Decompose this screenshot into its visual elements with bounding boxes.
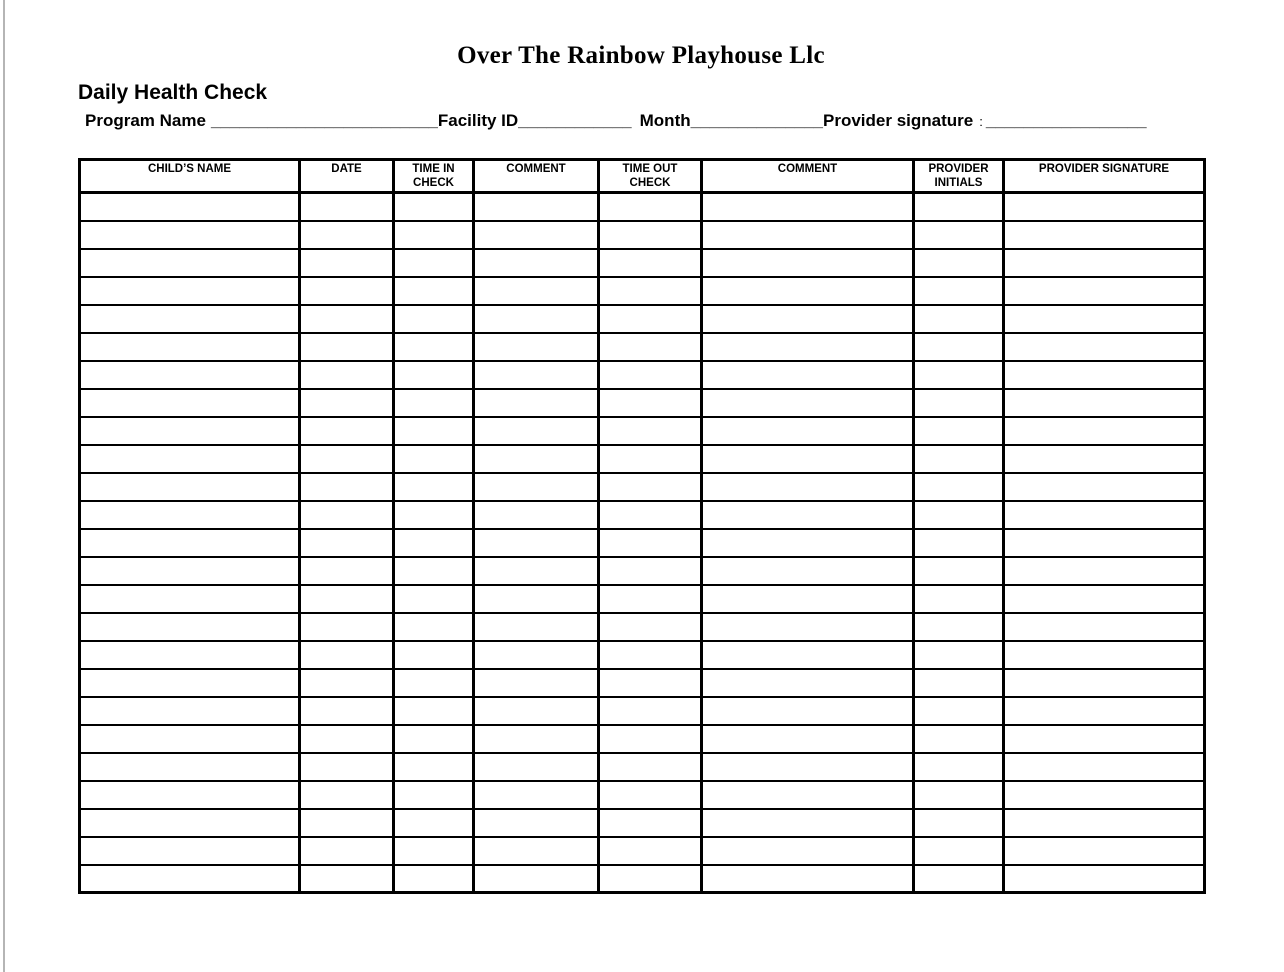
empty-cell	[80, 697, 300, 725]
daily-health-check-form	[78, 0, 1204, 894]
empty-cell	[80, 249, 300, 277]
empty-cell	[474, 809, 599, 837]
empty-cell	[394, 193, 474, 221]
empty-cell	[599, 809, 702, 837]
empty-cell	[702, 669, 914, 697]
empty-cell	[599, 613, 702, 641]
empty-cell	[300, 781, 394, 809]
empty-cell	[474, 417, 599, 445]
empty-cell	[394, 529, 474, 557]
empty-cell	[394, 837, 474, 865]
table-row	[80, 389, 1205, 417]
empty-cell	[914, 501, 1004, 529]
table-row	[80, 669, 1205, 697]
table-header-row	[80, 160, 1205, 193]
empty-cell	[914, 445, 1004, 473]
empty-cell	[1004, 585, 1205, 613]
provider-signature-colon: :	[979, 114, 983, 129]
empty-cell	[702, 361, 914, 389]
empty-cell	[1004, 389, 1205, 417]
empty-cell	[80, 865, 300, 893]
empty-cell	[599, 781, 702, 809]
table-row	[80, 305, 1205, 333]
empty-cell	[702, 445, 914, 473]
table-row	[80, 417, 1205, 445]
empty-cell	[914, 669, 1004, 697]
empty-cell	[474, 193, 599, 221]
empty-cell	[300, 305, 394, 333]
empty-cell	[599, 305, 702, 333]
empty-cell	[474, 221, 599, 249]
empty-cell	[394, 697, 474, 725]
empty-cell	[1004, 725, 1205, 753]
empty-cell	[599, 277, 702, 305]
empty-cell	[702, 417, 914, 445]
form-header-line	[78, 110, 1204, 132]
table-row	[80, 501, 1205, 529]
empty-cell	[1004, 753, 1205, 781]
empty-cell	[702, 725, 914, 753]
empty-cell	[599, 333, 702, 361]
column-header-date: DATE	[300, 160, 394, 193]
empty-cell	[300, 529, 394, 557]
empty-cell	[474, 585, 599, 613]
table-row	[80, 557, 1205, 585]
health-check-table	[78, 158, 1206, 894]
empty-cell	[702, 697, 914, 725]
empty-cell	[474, 445, 599, 473]
empty-cell	[1004, 333, 1205, 361]
empty-cell	[1004, 305, 1205, 333]
column-header-provider-initials: PROVIDER INITIALS	[914, 160, 1004, 193]
company-title: Over The Rainbow Playhouse Llc	[457, 42, 825, 69]
empty-cell	[394, 725, 474, 753]
empty-cell	[1004, 809, 1205, 837]
empty-cell	[394, 669, 474, 697]
empty-cell	[1004, 557, 1205, 585]
facility-id-blank-field: ____________	[518, 111, 632, 130]
empty-cell	[80, 277, 300, 305]
empty-cell	[599, 361, 702, 389]
empty-cell	[80, 809, 300, 837]
table-row	[80, 697, 1205, 725]
empty-cell	[914, 249, 1004, 277]
empty-cell	[1004, 669, 1205, 697]
table-row	[80, 613, 1205, 641]
empty-cell	[80, 333, 300, 361]
empty-cell	[300, 557, 394, 585]
empty-cell	[599, 557, 702, 585]
empty-cell	[394, 557, 474, 585]
empty-cell	[914, 277, 1004, 305]
empty-cell	[914, 417, 1004, 445]
empty-cell	[599, 473, 702, 501]
empty-cell	[599, 641, 702, 669]
page-edge-line	[3, 0, 5, 972]
table-row	[80, 529, 1205, 557]
empty-cell	[914, 641, 1004, 669]
empty-cell	[599, 753, 702, 781]
table-row	[80, 221, 1205, 249]
empty-cell	[474, 725, 599, 753]
empty-cell	[300, 193, 394, 221]
empty-cell	[80, 641, 300, 669]
empty-cell	[300, 697, 394, 725]
empty-cell	[1004, 277, 1205, 305]
facility-id-label: Facility ID	[437, 111, 519, 130]
provider-signature-label: Provider signature	[823, 111, 974, 130]
empty-cell	[300, 249, 394, 277]
empty-cell	[474, 557, 599, 585]
empty-cell	[300, 669, 394, 697]
empty-cell	[599, 529, 702, 557]
empty-cell	[300, 445, 394, 473]
empty-cell	[1004, 781, 1205, 809]
empty-cell	[394, 305, 474, 333]
empty-cell	[300, 585, 394, 613]
empty-cell	[474, 837, 599, 865]
empty-cell	[914, 781, 1004, 809]
empty-cell	[1004, 473, 1205, 501]
empty-cell	[80, 417, 300, 445]
empty-cell	[300, 865, 394, 893]
table-row	[80, 193, 1205, 221]
empty-cell	[394, 333, 474, 361]
empty-cell	[80, 837, 300, 865]
empty-cell	[474, 613, 599, 641]
empty-cell	[394, 445, 474, 473]
empty-cell	[702, 865, 914, 893]
empty-cell	[300, 333, 394, 361]
empty-cell	[914, 585, 1004, 613]
empty-cell	[80, 501, 300, 529]
empty-cell	[80, 781, 300, 809]
empty-cell	[1004, 865, 1205, 893]
empty-cell	[300, 725, 394, 753]
empty-cell	[80, 361, 300, 389]
empty-cell	[702, 557, 914, 585]
month-blank-field: ______________	[690, 111, 823, 130]
empty-cell	[474, 641, 599, 669]
empty-cell	[702, 473, 914, 501]
empty-cell	[394, 389, 474, 417]
empty-cell	[474, 389, 599, 417]
empty-cell	[300, 809, 394, 837]
empty-cell	[80, 529, 300, 557]
empty-cell	[80, 445, 300, 473]
empty-cell	[1004, 613, 1205, 641]
empty-cell	[702, 781, 914, 809]
empty-cell	[300, 753, 394, 781]
empty-cell	[702, 641, 914, 669]
month-label: Month	[639, 111, 691, 130]
empty-cell	[914, 809, 1004, 837]
program-name-label: Program Name	[85, 111, 206, 130]
empty-cell	[599, 389, 702, 417]
empty-cell	[474, 305, 599, 333]
empty-cell	[394, 641, 474, 669]
empty-cell	[914, 725, 1004, 753]
empty-cell	[80, 193, 300, 221]
empty-cell	[394, 781, 474, 809]
empty-cell	[394, 361, 474, 389]
column-header-time-out-check: TIME OUT CHECK	[599, 160, 702, 193]
empty-cell	[599, 865, 702, 893]
empty-cell	[1004, 529, 1205, 557]
empty-cell	[80, 557, 300, 585]
empty-cell	[474, 277, 599, 305]
empty-cell	[702, 809, 914, 837]
empty-cell	[474, 753, 599, 781]
empty-cell	[914, 473, 1004, 501]
empty-cell	[394, 585, 474, 613]
empty-cell	[599, 221, 702, 249]
empty-cell	[394, 613, 474, 641]
empty-cell	[300, 641, 394, 669]
empty-cell	[702, 221, 914, 249]
empty-cell	[474, 529, 599, 557]
table-row	[80, 585, 1205, 613]
empty-cell	[914, 837, 1004, 865]
empty-cell	[474, 697, 599, 725]
empty-cell	[1004, 249, 1205, 277]
empty-cell	[599, 501, 702, 529]
empty-cell	[1004, 193, 1205, 221]
table-row	[80, 361, 1205, 389]
empty-cell	[702, 529, 914, 557]
empty-cell	[394, 501, 474, 529]
empty-cell	[300, 389, 394, 417]
table-row	[80, 333, 1205, 361]
empty-cell	[394, 865, 474, 893]
empty-cell	[1004, 697, 1205, 725]
empty-cell	[394, 809, 474, 837]
empty-cell	[300, 221, 394, 249]
column-header-provider-signature: PROVIDER SIGNATURE	[1004, 160, 1205, 193]
empty-cell	[599, 445, 702, 473]
empty-cell	[80, 753, 300, 781]
table-row	[80, 753, 1205, 781]
empty-cell	[474, 473, 599, 501]
empty-cell	[474, 865, 599, 893]
empty-cell	[702, 501, 914, 529]
empty-cell	[300, 361, 394, 389]
empty-cell	[702, 753, 914, 781]
empty-cell	[394, 221, 474, 249]
empty-cell	[914, 865, 1004, 893]
empty-cell	[474, 249, 599, 277]
empty-cell	[1004, 417, 1205, 445]
table-row	[80, 725, 1205, 753]
empty-cell	[914, 305, 1004, 333]
empty-cell	[80, 473, 300, 501]
empty-cell	[474, 669, 599, 697]
empty-cell	[599, 697, 702, 725]
empty-cell	[702, 613, 914, 641]
provider-signature-blank-field: _________________	[985, 111, 1147, 130]
empty-cell	[1004, 837, 1205, 865]
empty-cell	[80, 305, 300, 333]
empty-cell	[474, 361, 599, 389]
empty-cell	[702, 333, 914, 361]
empty-cell	[702, 277, 914, 305]
empty-cell	[1004, 501, 1205, 529]
empty-cell	[394, 277, 474, 305]
empty-cell	[599, 193, 702, 221]
empty-cell	[474, 501, 599, 529]
empty-cell	[80, 669, 300, 697]
empty-cell	[599, 669, 702, 697]
column-header-time-in-check: TIME IN CHECK	[394, 160, 474, 193]
empty-cell	[80, 725, 300, 753]
empty-cell	[394, 753, 474, 781]
empty-cell	[394, 473, 474, 501]
empty-cell	[914, 333, 1004, 361]
table-row	[80, 809, 1205, 837]
empty-cell	[702, 837, 914, 865]
empty-cell	[474, 781, 599, 809]
empty-cell	[80, 389, 300, 417]
empty-cell	[702, 585, 914, 613]
empty-cell	[80, 585, 300, 613]
empty-cell	[300, 613, 394, 641]
empty-cell	[914, 557, 1004, 585]
table-row	[80, 249, 1205, 277]
program-name-blank-field: ________________________	[210, 111, 438, 130]
empty-cell	[394, 249, 474, 277]
table-row	[80, 641, 1205, 669]
empty-cell	[914, 613, 1004, 641]
table-row	[80, 837, 1205, 865]
table-row	[80, 781, 1205, 809]
empty-cell	[702, 193, 914, 221]
column-header-comment: COMMENT	[702, 160, 914, 193]
empty-cell	[702, 249, 914, 277]
empty-cell	[914, 697, 1004, 725]
empty-cell	[80, 221, 300, 249]
empty-cell	[80, 613, 300, 641]
table-row	[80, 277, 1205, 305]
empty-cell	[914, 361, 1004, 389]
empty-cell	[702, 305, 914, 333]
empty-cell	[599, 417, 702, 445]
empty-cell	[599, 725, 702, 753]
empty-cell	[599, 585, 702, 613]
empty-cell	[300, 417, 394, 445]
empty-cell	[394, 417, 474, 445]
empty-cell	[914, 753, 1004, 781]
empty-cell	[914, 529, 1004, 557]
column-header-child-s-name: CHILD’S NAME	[80, 160, 300, 193]
empty-cell	[300, 837, 394, 865]
empty-cell	[1004, 641, 1205, 669]
table-row	[80, 473, 1205, 501]
empty-cell	[914, 389, 1004, 417]
empty-cell	[300, 473, 394, 501]
empty-cell	[474, 333, 599, 361]
empty-cell	[1004, 445, 1205, 473]
empty-cell	[300, 277, 394, 305]
table-row	[80, 865, 1205, 893]
empty-cell	[599, 837, 702, 865]
empty-cell	[599, 249, 702, 277]
empty-cell	[1004, 221, 1205, 249]
form-title: Daily Health Check	[78, 81, 268, 104]
empty-cell	[702, 389, 914, 417]
empty-cell	[300, 501, 394, 529]
column-header-comment: COMMENT	[474, 160, 599, 193]
table-row	[80, 445, 1205, 473]
empty-cell	[1004, 361, 1205, 389]
empty-cell	[914, 221, 1004, 249]
empty-cell	[914, 193, 1004, 221]
